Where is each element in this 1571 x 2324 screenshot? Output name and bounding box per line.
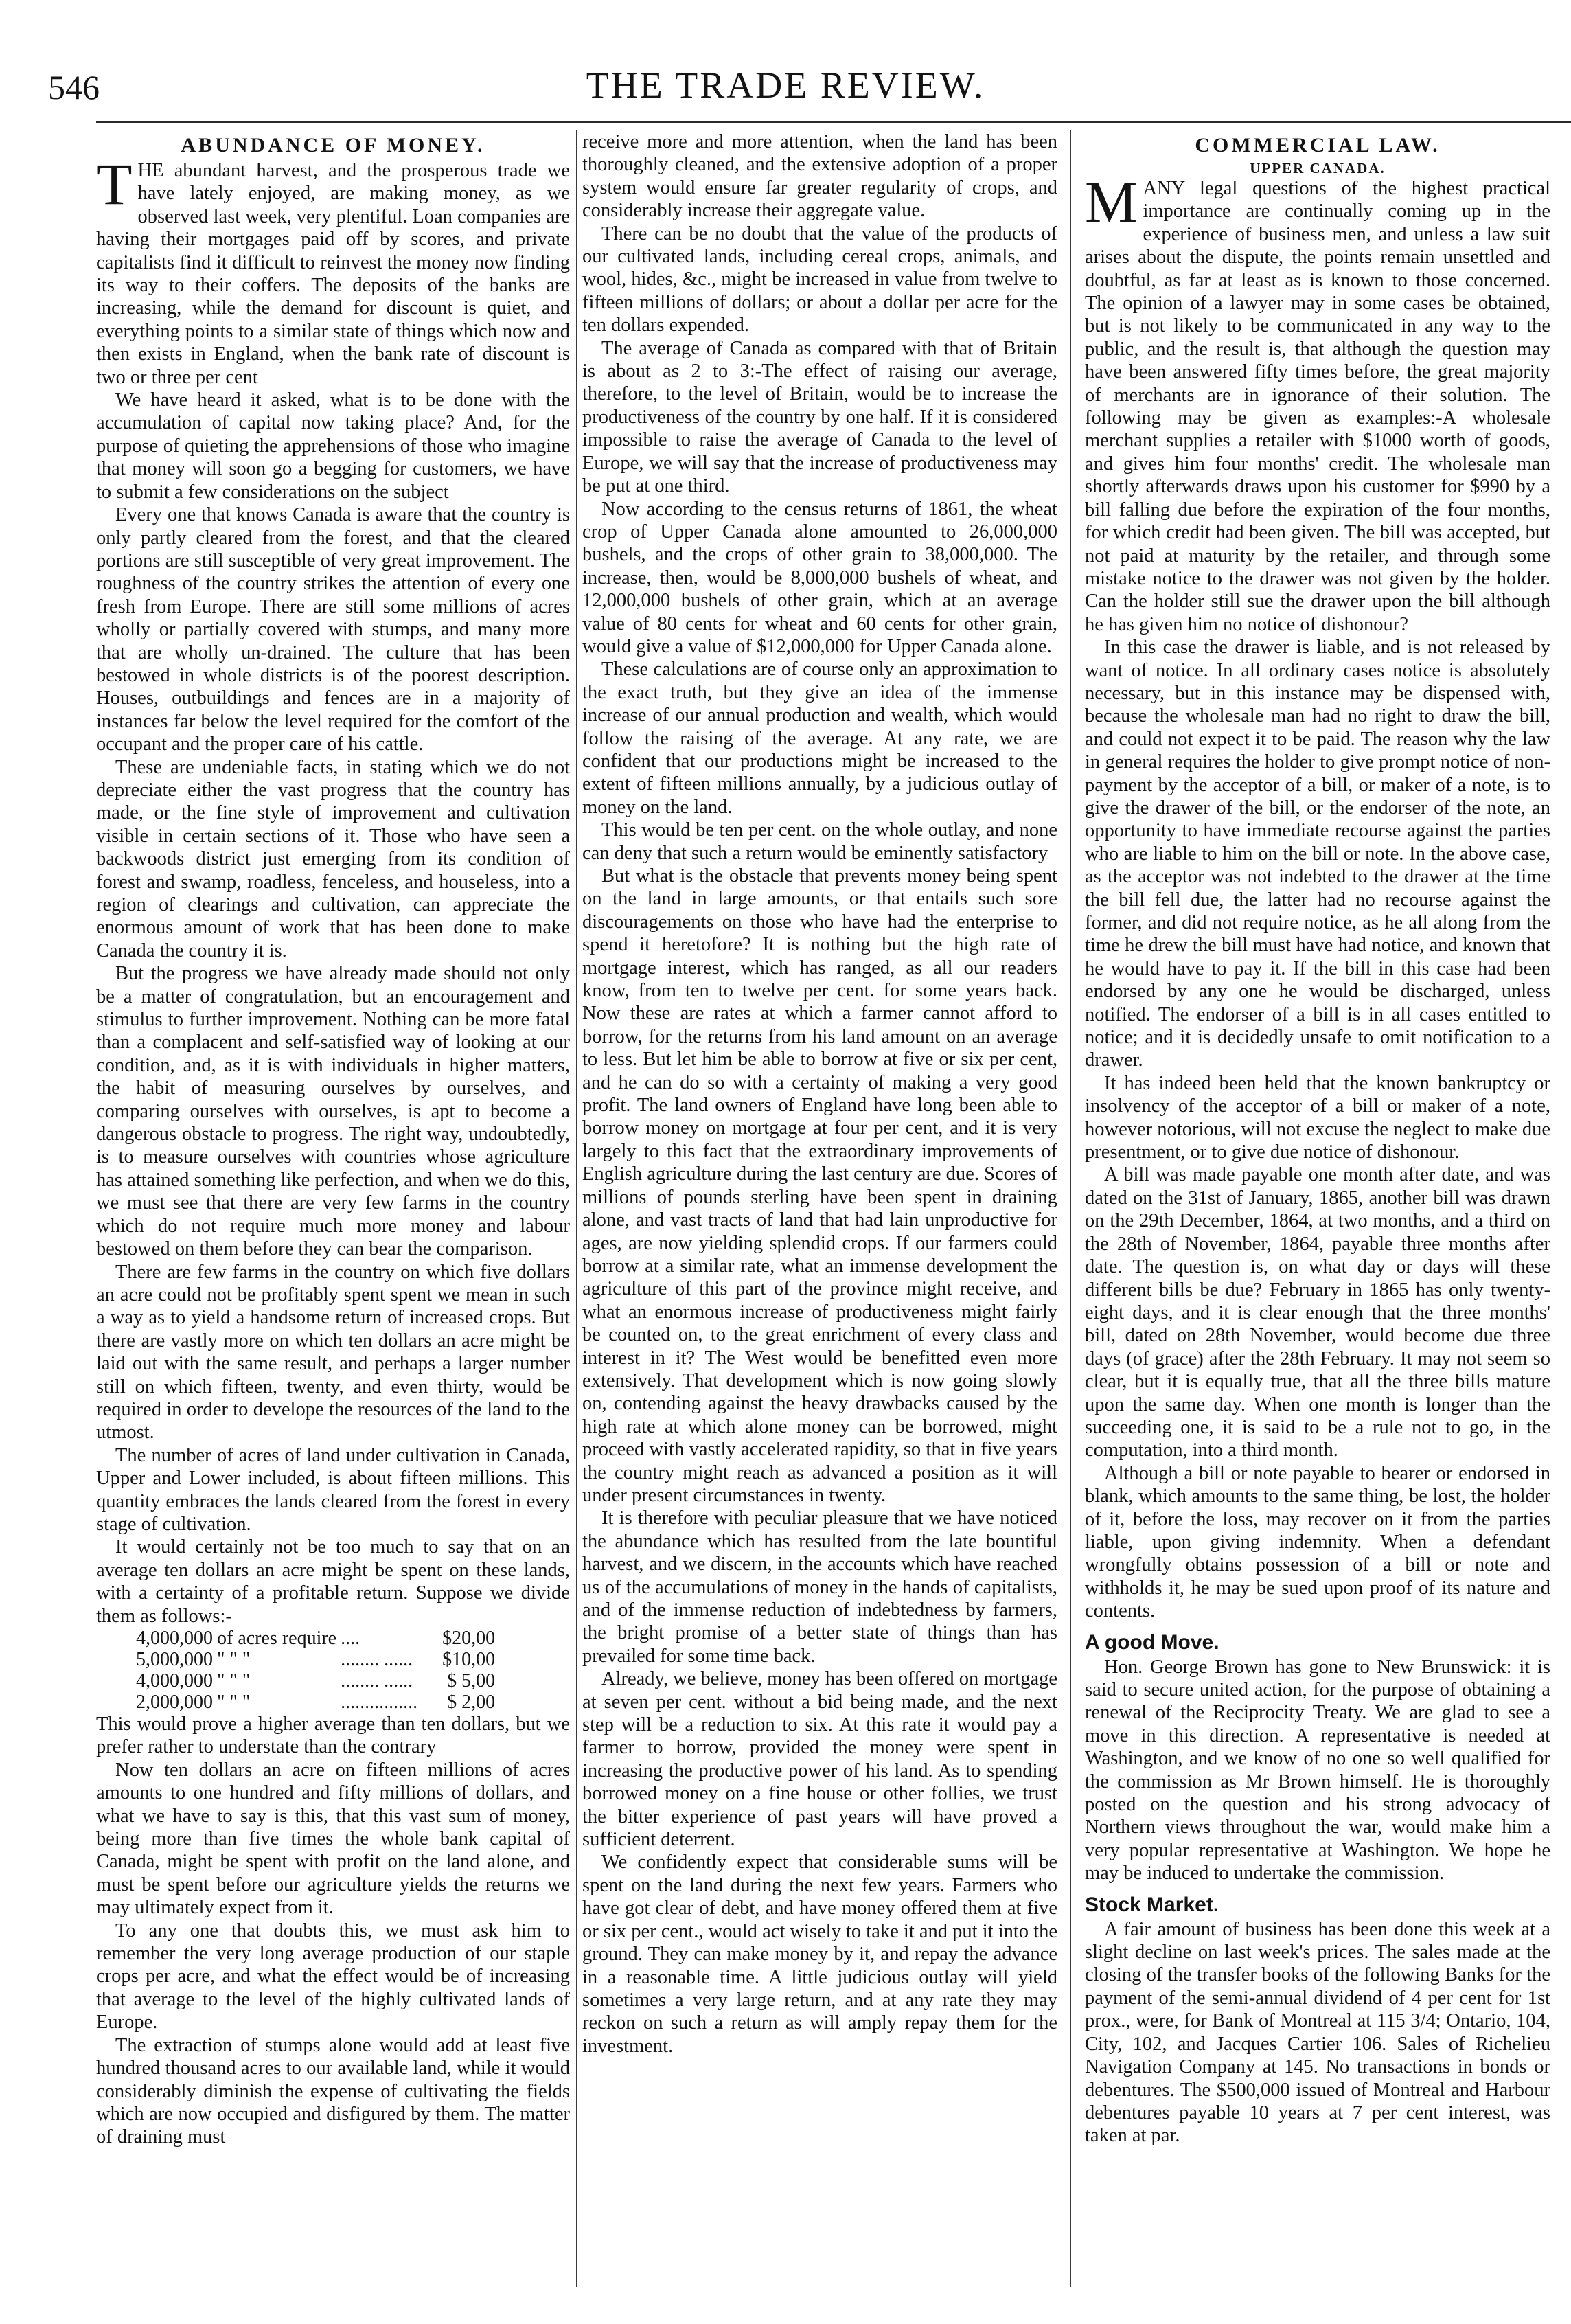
article-paragraph: Now according to the census returns of 1861, the wheat crop of Upper Canada alone amounted to 26,000,000 bushels, and the crops of other grain to 38,000,000. The increase, then, would be 8,000,000 bushels of wheat, and 12,000,000 bushels of other grain, which at an average value of 80 cents for wheat and 60 cents for other grain, would give a value of $12,000,000 for Upper Canada alone.: [582, 498, 1057, 657]
column-divider: [1070, 130, 1071, 2287]
article-subheading: UPPER CANADA.: [1250, 160, 1386, 176]
article-paragraph: We have heard it asked, what is to be done with the accumulation of capital now taking place? And, for the purpose of quieting the apprehensions of those who imagine that money will soon go a begging for customers, we have to submit a few considerations on the subject: [96, 389, 570, 503]
estimate-table: [136, 1628, 499, 1713]
section-title: Stock Market.: [1085, 1893, 1219, 1916]
article-heading: COMMERCIAL LAW.: [1195, 134, 1441, 157]
article-paragraph: The number of acres of land under cultivation in Canada, Upper and Lower included, is about fifteen millions. This quantity embraces the lands cleared from the forest in every stage of cultivation.: [96, 1444, 570, 1535]
column-1: [96, 130, 570, 2297]
article-paragraph: These calculations are of course only an approximation to the exact truth, but they give an idea of the immense increase of our annual production and wealth, which would follow the raising of the average. At any rate, we are confident that our productions might be increased to the extent of fifteen millions annually, by a judicious outlay of money on the land.: [582, 659, 1057, 818]
article-paragraph: Now ten dollars an acre on fifteen millions of acres amounts to one hundred and fifty millions of dollars, and what we have to say is this, that this vast sum of money, being more than five times the whole bank capital of Canada, might be spent with profit on the land alone, and must be spent before our agriculture yields the returns we may ultimately expect from it.: [96, 1759, 570, 1919]
article-paragraph: receive more and more attention, when the land has been thoroughly cleaned, and the extensive adoption of a proper system would ensure far greater regularity of crops, and considerably increase their aggregate value.: [582, 131, 1057, 222]
article-paragraph: It is therefore with peculiar pleasure that we have noticed the abundance which has resulted from the late bountiful harvest, and we discern, in the accounts which have reached us of the accumulations of money in the hands of capitalists, and of the immense reduction of indebtedness by farmers, the bright promise of a better state of things than has prevailed for some time back.: [582, 1507, 1057, 1667]
estimate-row: 4,000,000 " " " ........ ...... $ 5,00: [136, 1670, 496, 1691]
article-paragraph: Although a bill or note payable to bearer or endorsed in blank, which amounts to the same thing, be lost, the holder of it, before the loss, may recover on it from the parties liable, upon giving indemnity. When a defendant wrongfully obtains possession of a bill or note and withholds it, he may be sued upon proof of its nature and contents.: [1085, 1462, 1550, 1622]
article-paragraph: The extraction of stumps alone would add at least five hundred thousand acres to our available land, while it would considerably diminish the expense of cultivating the fields which are now occupied and disfigured by them. The matter of draining must: [96, 2034, 570, 2148]
article-paragraph: There can be no doubt that the value of the products of our cultivated lands, including cereal crops, animals, and wool, hides, &c., might be increased in value from twelve to fifteen millions of dollars; or about a dollar per acre for the ten dollars expended.: [582, 223, 1057, 337]
masthead-title: THE TRADE REVIEW.: [586, 65, 985, 106]
column-divider: [576, 130, 577, 2287]
article-paragraph: THE abundant harvest, and the prosperous trade we have lately enjoyed, are making money, as we observed last week, very plentiful. Loan companies are having their mortgages paid off by scores, and private capitalists find it difficult to reinvest the money now finding its way to their coffers. The deposits of the banks are increasing, while the demand for discount is quiet, and everything points to a similar state of things which now and then exists in England, when the bank rate of discount is two or three per cent: [96, 151, 570, 388]
article-paragraph: A fair amount of business has been done this week at a slight decline on last week's prices. The sales made at the closing of the transfer books of the following Banks for the payment of the semi-annual dividend of 4 per cent for 1st prox., were, for Bank of Montreal at 115 3/4; Ontario, 104, City, 102, and Jacques Cartier 106. Sales of Richelieu Navigation Company at 145. No transactions in bonds or debentures. The $500,000 issued of Montreal and Harbour debentures payable 10 years at 7 per cent interest, was taken at par.: [1085, 1918, 1550, 2147]
article-paragraph: But the progress we have already made should not only be a matter of congratulation, but an encouragement and stimulus to further improvement. Nothing can be more fatal than a complacent and self-satisfied way of looking at our condition, and, as it is with individuals in higher matters, the habit of measuring ourselves by ourselves, and comparing ourselves with ourselves, is apt to become a dangerous obstacle to progress. The right way, undoubtedly, is to measure ourselves with countries whose agriculture has attained something like perfection, and when we do this, we must see that there are very few farms in the country which do not require much more money and labour bestowed on them before they can bear the comparison.: [96, 963, 570, 1260]
header-rule: [96, 121, 1571, 123]
article-paragraph: These are undeniable facts, in stating which we do not depreciate either the vast progress that the country has made, or the fine style of improvement and cultivation visible in certain sections of it. Those who have seen a backwoods district just emerging from its condition of forest and swamp, roadless, fenceless, and houseless, into a region of clearings and cultivation, can appreciate the enormous amount of work that has been done to make Canada the country it is.: [96, 756, 570, 961]
drop-cap: M: [1085, 169, 1138, 235]
section-title: A good Move.: [1085, 1630, 1219, 1654]
estimate-row: 2,000,000 " " " ................ $ 2,00: [136, 1691, 496, 1713]
drop-cap: T: [96, 151, 133, 217]
article-paragraph: It has indeed been held that the known bankruptcy or insolvency of the acceptor of a bill or maker of a note, however notorious, will not excuse the neglect to make due presentment, or to give due notice of dishonour.: [1085, 1072, 1550, 1163]
estimate-row: 4,000,000 of acres require .... $20,00: [136, 1628, 496, 1649]
page-number: 546: [48, 68, 100, 106]
article-paragraph: MANY legal questions of the highest practical importance are continually coming up in the experience of business men, and unless a law suit arises about the dispute, the points remain unsettled and doubtful, as far at least as is known to those concerned. The opinion of a lawyer may in some cases be obtained, but is not likely to be communicated in any way to the public, and the result is, that although the question may have been answered fifty times before, the great majority of merchants are in ignorance of their solution. The following may be given as examples:-A wholesale merchant supplies a retailer with $1000 worth of goods, and gives him four months' credit. The wholesale man shortly afterwards draws upon his customer for $990 by a bill falling due before the expiration of the four months, for which credit had been given. The bill was accepted, but not paid at maturity by the retailer, and through some mistake notice to the drawer was not given by the holder. Can the holder still sue the drawer upon the bill although he has given him no notice of dishonour?: [1085, 169, 1550, 635]
article-paragraph: It would certainly not be too much to say that on an average ten dollars an acre might be spent on these lands, with a certainty of a profitable return. Suppose we divide them as follows:-: [96, 1536, 570, 1627]
article-paragraph: A bill was made payable one month after date, and was dated on the 31st of January, 1865, another bill was drawn on the 29th December, 1864, at two months, and a third on the 28th of November, 1864, payable three months after date. The question is, on what day or days will these different bills be due? February in 1865 has only twenty-eight days, and it is clear enough that the three months' bill, dated on 28th November, would become due three days (of grace) after the 28th February. It may not seem so clear, but it is equally true, that all the three bills mature upon the same day. When one month is longer than the succeeding one, it is said to be a rule not to go, in the computation, into a third month.: [1085, 1164, 1550, 1461]
article-paragraph: But what is the obstacle that prevents money being spent on the land in large amounts, or that entails such sore discouragements on those who have had the enterprise to spend it heretofore? It is nothing but the high rate of mortgage interest, which has ranged, as all our readers know, from ten to twelve per cent. for some years back. Now these are rates at which a farmer cannot afford to borrow, for the returns from his land amount on an average to less. But let him be able to borrow at five or six per cent, and he can do so with a certainty of making a very good profit. The land owners of England have long been able to borrow money on mortgage at four per cent, and it is very largely to this fact that the extraordinary improvements of English agriculture during the last century are due. Scores of millions of pounds sterling have been spent in draining alone, and vast tracts of land that had lain unproductive for ages, are now yielding splendid crops. If our farmers could borrow at a similar rate, what an immense development the agriculture of this part of the province might receive, and what an enormous increase of productiveness might fairly be counted on, to the great enrichment of every class and interest in it? The West would be benefitted even more extensively. That development which is now going slowly on, contending against the heavy drawbacks caused by the high rate at which alone money can be borrowed, might proceed with vastly accelerated rapidity, so that in five years the country might reach as advanced a position as it will under present circumstances in twenty.: [582, 865, 1057, 1506]
article-paragraph: The average of Canada as compared with that of Britain is about as 2 to 3:-The effect of raising our average, therefore, to the level of Britain, would be to increase the productiveness of the country by one half. If it is considered impossible to raise the average of Canada to the level of Europe, we will say that the increase of productiveness may be put at one third.: [582, 337, 1057, 497]
article-heading: ABUNDANCE OF MONEY.: [181, 134, 485, 157]
article-paragraph: We confidently expect that considerable sums will be spent on the land during the next few years. Farmers who have got clear of debt, and have money offered them at five or six per cent., would act wisely to take it and put it into the ground. They can make money by it, and repay the advance in a reasonable time. A little judicious outlay will yield sometimes a very large return, and at any rate they may reckon on such a return as will amply repay them for the investment.: [582, 1852, 1057, 2057]
column-3: [1085, 130, 1550, 2297]
article-paragraph: Already, we believe, money has been offered on mortgage at seven per cent. without a bid being made, and the next step will be a reduction to six. At this rate it would pay a farmer to borrow, provided the money were spent in increasing the productive power of his land. As to spending borrowed money on a fine house or other follies, we trust the bitter experience of past years will have proved a sufficient deterrent.: [582, 1668, 1057, 1851]
article-paragraph: This would be ten per cent. on the whole outlay, and none can deny that such a return would be eminently satisfactory: [582, 819, 1057, 864]
column-2: [582, 130, 1057, 2297]
article-paragraph: Hon. George Brown has gone to New Brunswick: it is said to secure united action, for the purpose of obtaining a renewal of the Reciprocity Treaty. We are glad to see a move in this direction. A representative is needed at Washington, and we know of no one so well qualified for the commission as Mr Brown himself. He is thoroughly posted on the question and his strong advocacy of Northern views throughout the war, would make him a very popular representative at Washington. We hope he may be induced to undertake the commission.: [1085, 1656, 1550, 1884]
article-paragraph: To any one that doubts this, we must ask him to remember the very long average production of our staple crops per acre, and what the effect would be of increasing that average to the level of the highly cultivated lands of Europe.: [96, 1919, 570, 2034]
article-paragraph: Every one that knows Canada is aware that the country is only partly cleared from the forest, and that the cleared portions are still susceptible of very great improvement. The roughness of the country strikes the attention of every one fresh from Europe. There are still some millions of acres wholly or partially covered with stumps, and many more that are wholly un-drained. The culture that has been bestowed in whole districts is of the poorest description. Houses, outbuildings and fences are in a majority of instances far below the level required for the comfort of the occupant and the proper care of his cattle.: [96, 504, 570, 755]
article-paragraph: There are few farms in the country on which five dollars an acre could not be profitably spent spent we mean in such a way as to yield a handsome return of increased crops. But there are vastly more on which ten dollars an acre might be laid out with the same result, and perhaps a larger number still on which fifteen, twenty, and even thirty, would be required in order to develope the resources of the land to the utmost.: [96, 1261, 570, 1444]
article-paragraph: This would prove a higher average than ten dollars, but we prefer rather to understate than the contrary: [96, 1713, 570, 1758]
article-paragraph: In this case the drawer is liable, and is not released by want of notice. In all ordinary cases notice is absolutely necessary, but in this instance may be dispensed with, because the wholesale man had no right to draw the bill, and could not expect it to be paid. The reason why the law in general requires the holder to give prompt notice of non-payment by the acceptor of a bill, or maker of a note, is to give the drawer of the bill, or the endorser of the note, an opportunity to have immediate recourse against the parties who are liable to him on the bill or note. In the above case, as the acceptor was not indebted to the drawer at the time the bill fell due, the latter had no recourse against the former, and did not require notice, as he all along from the time he drew the bill must have had notice, and known that he would have to pay it. If the bill in this case had been endorsed by any one he would be discharged, unless notified. The endorser of a bill is in all cases entitled to notice; and it is decidedly unsafe to omit notification to a drawer.: [1085, 637, 1550, 1071]
estimate-row: 5,000,000 " " " ........ ...... $10,00: [136, 1649, 496, 1670]
